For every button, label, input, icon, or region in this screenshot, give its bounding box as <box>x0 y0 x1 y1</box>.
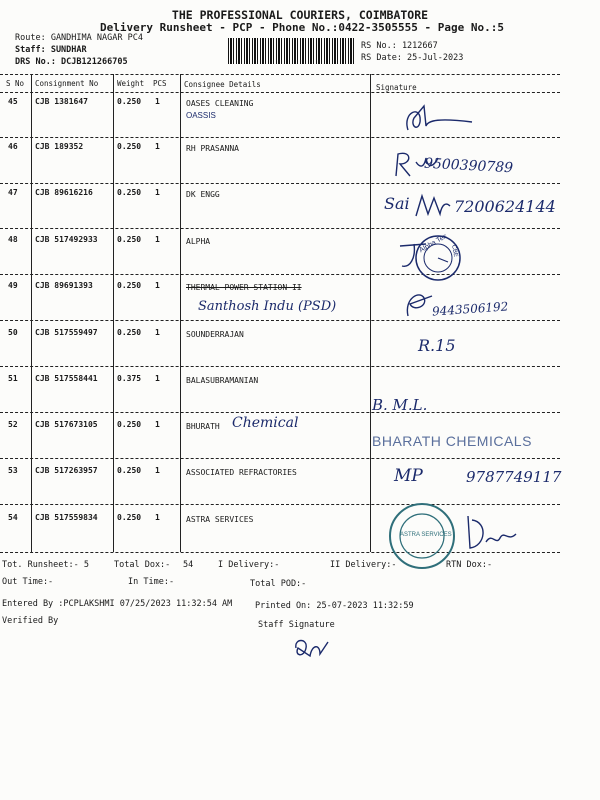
entered-by: Entered By :PCPLAKSHMI 07/25/2023 11:32:54 AM <box>2 599 233 609</box>
row-weight: 0.375 <box>117 374 142 383</box>
company-name: THE PROFESSIONAL COURIERS, COIMBATORE <box>171 8 429 22</box>
row-consignee: ASSOCIATED REFRACTORIES <box>186 468 297 477</box>
row-pcs: 1 <box>155 513 160 522</box>
signature-phone: 9500390789 <box>423 155 514 177</box>
signature-scribble <box>412 192 452 220</box>
row-consignment: CJB 89691393 <box>35 281 93 290</box>
staff-signature-scribble <box>290 636 334 662</box>
row-sno: 45 <box>8 97 18 106</box>
row-consignment: CJB 517559497 <box>35 328 98 337</box>
rs-number: RS No.: 1212667 <box>361 41 438 51</box>
row-weight: 0.250 <box>117 513 142 522</box>
row-weight: 0.250 <box>117 328 142 337</box>
row-pcs: 1 <box>155 142 160 151</box>
row-weight: 0.250 <box>117 188 142 197</box>
row-rule <box>0 183 560 184</box>
signature-text: B. M.L. <box>372 396 428 414</box>
row-rule <box>0 320 560 321</box>
row-consignee: THERMAL POWER STATION II <box>186 283 302 292</box>
row-pcs: 1 <box>155 235 160 244</box>
drs-number: DRS No.: DCJB121266705 <box>15 57 128 67</box>
total-dox-value: 54 <box>183 560 194 570</box>
row-sno: 50 <box>8 328 18 337</box>
verified-by: Verified By <box>2 616 59 626</box>
row-pcs: 1 <box>155 328 160 337</box>
signature-scribble <box>462 512 522 552</box>
i-delivery: I Delivery:- <box>218 560 280 570</box>
printed-on: Printed On: 25-07-2023 11:32:59 <box>255 601 414 611</box>
row-consignee: BHURATH <box>186 422 220 431</box>
rtn-dox: RTN Dox:- <box>446 560 493 570</box>
col-sno: S No <box>6 79 25 88</box>
row-pcs: 1 <box>155 374 160 383</box>
row-consignment: CJB 517559834 <box>35 513 98 522</box>
row-pcs: 1 <box>155 420 160 429</box>
row-consignment: CJB 89616216 <box>35 188 93 197</box>
row-sno: 53 <box>8 466 18 475</box>
handwritten-note: Chemical <box>232 415 299 431</box>
row-pcs: 1 <box>155 281 160 290</box>
row-rule <box>0 458 560 459</box>
alpha-tex-stamp-text: Alpha Tex <box>418 232 449 255</box>
signature-name: Sai <box>384 194 410 213</box>
col-divider <box>180 74 181 552</box>
row-consignee: ALPHA <box>186 237 211 246</box>
row-sno: 52 <box>8 420 18 429</box>
row-weight: 0.250 <box>117 235 142 244</box>
staff-signature-label: Staff Signature <box>258 620 335 630</box>
row-rule <box>0 504 560 505</box>
row-pcs: 1 <box>155 97 160 106</box>
col-divider <box>113 74 114 552</box>
col-divider <box>370 74 371 552</box>
row-consignee: RH PRASANNA <box>186 144 239 153</box>
in-time: In Time:- <box>128 577 175 587</box>
signature-text: R.15 <box>418 336 456 355</box>
signature-phone: 9787749117 <box>466 468 562 486</box>
table-top-rule <box>0 74 560 75</box>
runsheet-title: Delivery Runsheet - PCP - Phone No.:0422-3505555 - Page No.:5 <box>100 21 504 34</box>
out-time: Out Time:- <box>2 577 54 587</box>
row-sno: 49 <box>8 281 18 290</box>
col-weight: Weight <box>117 79 145 88</box>
row-rule <box>0 412 560 413</box>
signature-text: MP <box>394 466 423 486</box>
tot-runsheet: Tot. Runsheet:- 5 <box>2 560 89 570</box>
total-pod: Total POD:- <box>250 579 307 589</box>
row-consignee: DK ENGG <box>186 190 220 199</box>
row-pcs: 1 <box>155 466 160 475</box>
row-rule <box>0 137 560 138</box>
row-consignment: CJB 517673105 <box>35 420 98 429</box>
signature-phone: 9443506192 <box>431 299 509 319</box>
row-weight: 0.250 <box>117 466 142 475</box>
row-sno: 47 <box>8 188 18 197</box>
col-consignment: Consignment No <box>35 79 99 88</box>
row-sno: 48 <box>8 235 18 244</box>
barcode <box>228 38 356 64</box>
total-dox-label: Total Dox:- <box>114 560 171 570</box>
rs-date: RS Date: 25-Jul-2023 <box>361 53 464 63</box>
row-consignment: CJB 189352 <box>35 142 84 151</box>
bharath-chemicals-stamp: BHARATH CHEMICALS <box>372 433 532 449</box>
row-consignee: ASTRA SERVICES <box>186 515 254 524</box>
route: Route: GANDHIMA NAGAR PC4 <box>15 33 143 43</box>
row-consignee: OASES CLEANING <box>186 99 254 108</box>
handwritten-note: Santhosh Indu (PSD) <box>198 299 337 314</box>
col-signature: Signature <box>376 83 417 92</box>
row-rule <box>0 366 560 367</box>
col-divider <box>31 74 32 552</box>
row-weight: 0.250 <box>117 142 142 151</box>
row-weight: 0.250 <box>117 97 142 106</box>
ii-delivery: II Delivery:- <box>330 560 397 570</box>
col-pcs: PCS <box>153 79 167 88</box>
table-header-rule <box>0 92 560 93</box>
row-consignee: SOUNDERRAJAN <box>186 330 244 339</box>
row-rule <box>0 274 560 275</box>
astra-services-stamp-text: ASTRA SERVICES <box>400 532 452 538</box>
row-sno: 51 <box>8 374 18 383</box>
row-rule <box>0 228 560 229</box>
row-sno: 46 <box>8 142 18 151</box>
row-consignment: CJB 517558441 <box>35 374 98 383</box>
col-consignee: Consignee Details <box>184 80 261 89</box>
row-consignment: CJB 517492933 <box>35 235 98 244</box>
row-consignment: CJB 1381647 <box>35 97 88 106</box>
row-pcs: 1 <box>155 188 160 197</box>
signature-scribble <box>400 100 480 135</box>
signature-phone: 7200624144 <box>454 197 556 216</box>
row-weight: 0.250 <box>117 281 142 290</box>
row-sno: 54 <box>8 513 18 522</box>
handwritten-note: OASSIS <box>186 111 216 120</box>
row-consignment: CJB 517263957 <box>35 466 98 475</box>
row-consignee: BALASUBRAMANIAN <box>186 376 259 385</box>
alpha-tex-stamp-city: CBE <box>450 244 459 258</box>
staff: Staff: SUNDHAR <box>15 45 87 55</box>
table-bottom-rule <box>0 552 560 553</box>
row-weight: 0.250 <box>117 420 142 429</box>
